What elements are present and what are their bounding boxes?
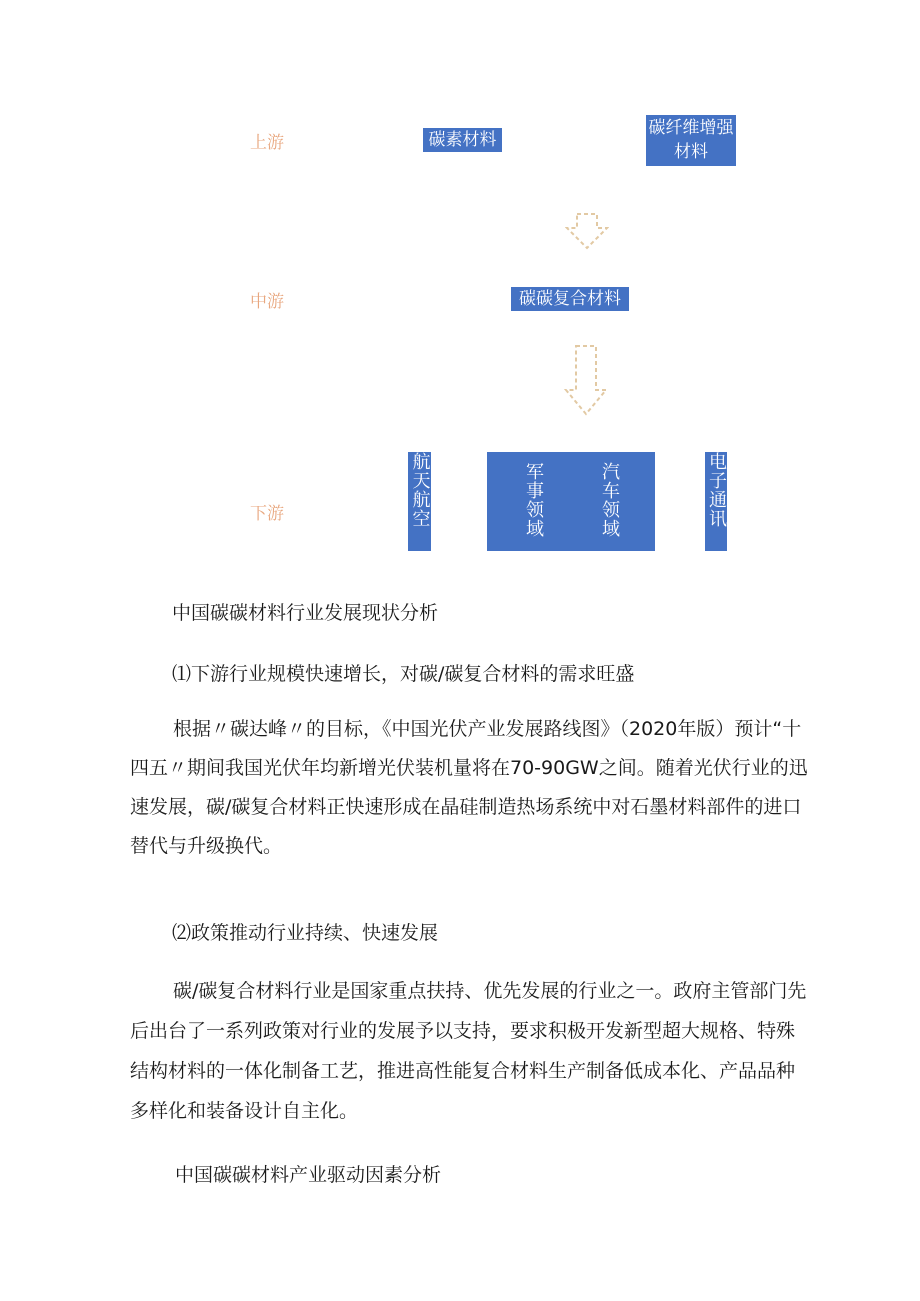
paragraph-photovoltaic: 根据〃碳达峰〃的目标，《中国光伏产业发展路线图》（2020年版）预计“十四五〃期间我国光伏年均新增光伏装机量将在70-90GW之间。随着光伏行业的迅速发展，碳/碳复合材料正快速形成在晶硅制造热场系统中对石墨材料部件的进口替代与升级换代。 bbox=[130, 718, 808, 857]
midstream-box-cc-composite: 碳碳复合材料 bbox=[511, 287, 629, 311]
down-arrow-icon bbox=[565, 212, 609, 250]
upstream-box-carbon-fiber: 碳纤维增强材料 bbox=[646, 115, 736, 166]
downstream-label: 下游 bbox=[250, 504, 284, 524]
electronics-label: 电子通讯 bbox=[706, 452, 727, 528]
downstream-box-electronics bbox=[705, 452, 727, 551]
midstream-label: 中游 bbox=[250, 292, 284, 312]
point-downstream-demand: ⑴下游行业规模快速增长，对碳/碳复合材料的需求旺盛 bbox=[172, 663, 635, 685]
section-heading-drivers: 中国碳碳材料产业驱动因素分析 bbox=[175, 1164, 442, 1186]
paragraph-policy: 碳/碳复合材料行业是国家重点扶持、优先发展的行业之一。政府主管部门先后出台了一系列政策对行业的发展予以支持，要求积极开发新型超大规格、特殊结构材料的一体化制备工艺，推进高性能复合材料生产制备低成本化、产品品种多样化和装备设计自主化。 bbox=[130, 980, 807, 1122]
aerospace-label: 航天航空 bbox=[409, 452, 431, 528]
down-arrow-icon bbox=[564, 344, 608, 416]
upstream-label: 上游 bbox=[250, 133, 284, 153]
automotive-label: 汽车领域 bbox=[599, 462, 620, 538]
downstream-box-group bbox=[487, 452, 655, 551]
point-policy-driven: ⑵政策推动行业持续、快速发展 bbox=[172, 922, 439, 944]
upstream-box-carbon-material: 碳素材料 bbox=[423, 128, 502, 152]
military-label: 军事领域 bbox=[523, 462, 544, 538]
section-heading-status: 中国碳碳材料行业发展现状分析 bbox=[172, 602, 439, 624]
downstream-box-aerospace bbox=[408, 452, 431, 551]
